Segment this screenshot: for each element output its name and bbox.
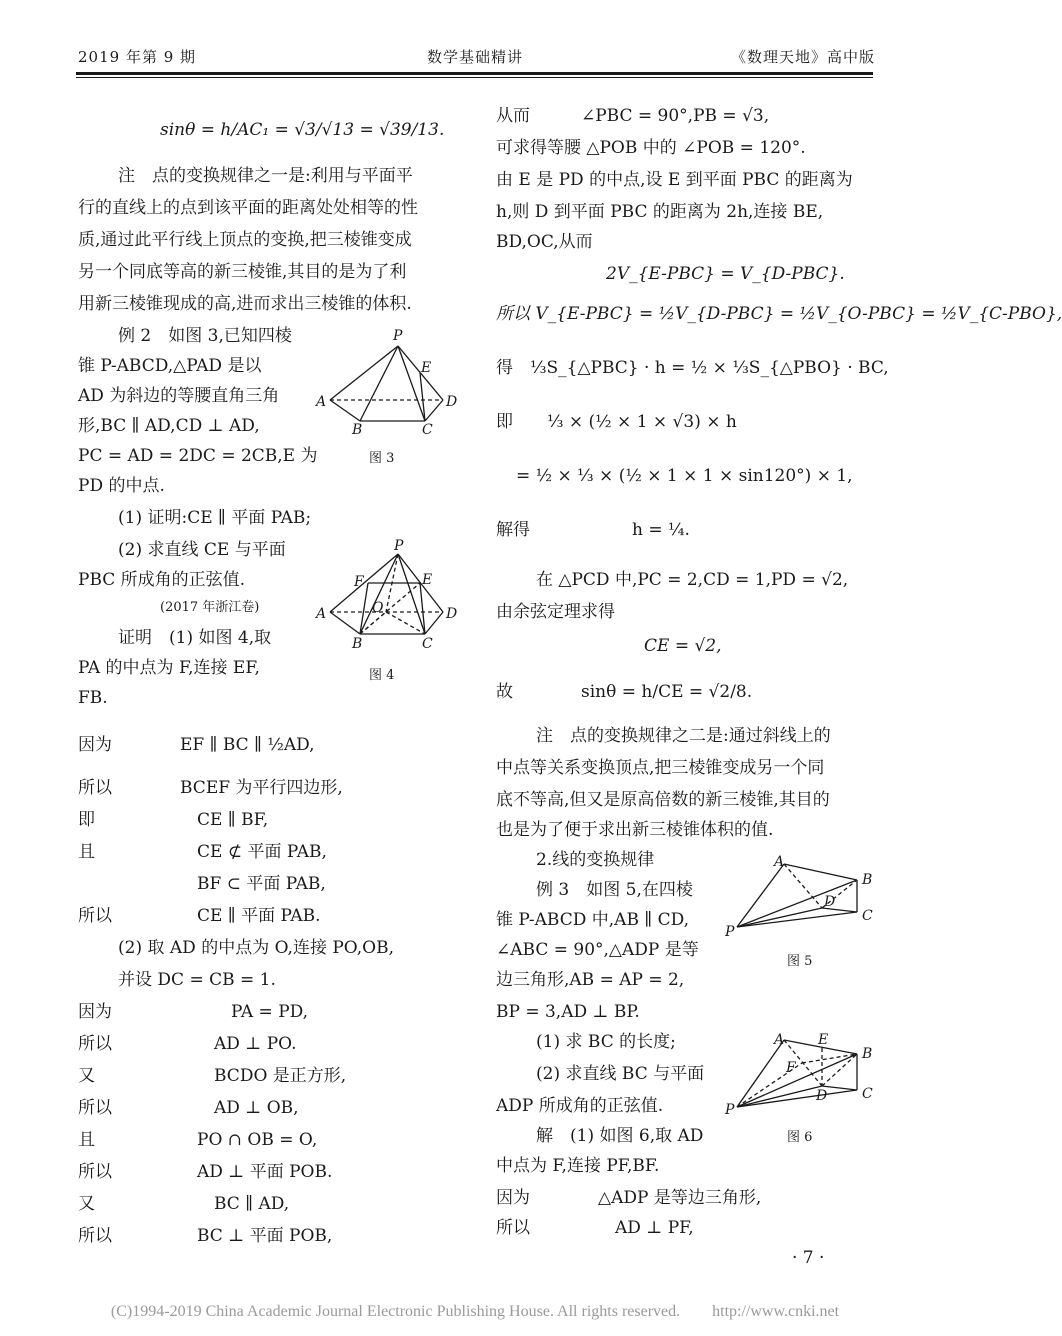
fig3-label: D xyxy=(446,394,458,410)
fig3-label: E xyxy=(421,360,432,376)
proof-step: 且 PO ∩ OB = O, xyxy=(78,1130,318,1150)
example-2-line: PD 的中点. xyxy=(78,476,165,496)
solution-line: h,则 D 到平面 PBC 的距离为 2h,连接 BE, xyxy=(496,202,824,222)
note-1-line: 另一个同底等高的新三棱锥,其目的是为了利 xyxy=(78,262,407,282)
fig6-label: A xyxy=(774,1032,785,1048)
figure-3 xyxy=(310,328,460,438)
figure-4 xyxy=(310,540,460,655)
proof-line: FB. xyxy=(78,688,108,708)
proof-step: 所以 BCEF 为平行四边形, xyxy=(78,778,343,798)
proof-step: BF ⊂ 平面 PAB, xyxy=(78,874,326,894)
proof-step: 又 BCDO 是正方形, xyxy=(78,1066,347,1086)
question-2: (2) 求直线 CE 与平面 xyxy=(118,540,286,560)
example-2-line: PC = AD = 2DC = 2CB,E 为 xyxy=(78,446,318,466)
fig3-label: P xyxy=(393,328,403,344)
fig3-label: A xyxy=(316,394,327,410)
proof-step: 即 CE ∥ BF, xyxy=(78,810,269,830)
fig4-label: C xyxy=(422,636,433,652)
question-2-cont: PBC 所成角的正弦值. xyxy=(78,570,246,590)
fig3-label: C xyxy=(422,422,433,438)
fig5-label: A xyxy=(774,854,785,870)
figure-4-caption: 图 4 xyxy=(369,668,395,683)
figure-5 xyxy=(722,852,887,942)
header-rule-thin xyxy=(76,77,873,78)
example-3-line: ∠ABC = 90°,△ADP 是等 xyxy=(496,940,699,960)
fig4-label: D xyxy=(446,606,458,622)
sin-theta-result: 故 sinθ = h/CE = √2/8. xyxy=(496,682,753,702)
figure-5-caption: 图 5 xyxy=(787,954,813,969)
proof-step: 且 CE ⊄ 平面 PAB, xyxy=(78,842,327,862)
proof-step: 所以 CE ∥ 平面 PAB. xyxy=(78,906,321,926)
proof-step: 又 BC ∥ AD, xyxy=(78,1194,290,1214)
fig5-label: D xyxy=(824,894,836,910)
example-3-line: BP = 3,AD ⊥ BP. xyxy=(496,1002,640,1022)
proof-line: 证明 (1) 如图 4,取 xyxy=(118,628,272,648)
solution-line: 在 △PCD 中,PC = 2,CD = 1,PD = √2, xyxy=(536,570,849,590)
fig6-label: E xyxy=(818,1032,829,1048)
proof-step: 因为 EF ∥ BC ∥ ½AD, xyxy=(78,735,315,755)
fig5-label: P xyxy=(725,924,735,940)
question-2-cont: ADP 所成角的正弦值. xyxy=(496,1096,664,1116)
section-heading: 2.线的变换规律 xyxy=(536,850,655,870)
note-1-line: 注 点的变换规律之一是:利用与平面平 xyxy=(118,166,413,186)
fig4-label: A xyxy=(316,606,327,622)
solution-line: 由余弦定理求得 xyxy=(496,602,615,622)
proof-step: 因为 PA = PD, xyxy=(78,1002,309,1022)
example-2-line: AD 为斜边的等腰直角三角 xyxy=(78,386,280,406)
note-1-line: 用新三棱锥现成的高,进而求出三棱锥的体积. xyxy=(78,294,412,314)
proof-step: 所以 AD ⊥ PO. xyxy=(78,1034,297,1054)
fig6-label: F xyxy=(786,1060,796,1076)
fig6-label: C xyxy=(862,1086,873,1102)
formula-sin-theta: sinθ = h/AC₁ = √3/√13 = √39/13. xyxy=(160,120,445,140)
fig4-label: F xyxy=(354,574,364,590)
proof-step: 并设 DC = CB = 1. xyxy=(118,970,276,990)
header-issue: 2019 年第 9 期 xyxy=(78,48,197,66)
proof-step: 所以 AD ⊥ OB, xyxy=(78,1098,299,1118)
question-2: (2) 求直线 BC 与平面 xyxy=(536,1064,705,1084)
fig4-label: O xyxy=(372,600,384,616)
fig5-label: B xyxy=(862,872,873,888)
note-2-line: 中点等关系变换顶点,把三棱锥变成另一个同 xyxy=(496,758,825,778)
fig6-label: P xyxy=(725,1102,735,1118)
figure-6 xyxy=(722,1030,887,1120)
solution-line: 中点为 F,连接 PF,BF. xyxy=(496,1156,660,1176)
figure-3-caption: 图 3 xyxy=(369,451,395,466)
copyright-footer: (C)1994-2019 China Academic Journal Electronic Publishing House. All rights reserved. http://www.cnki.net xyxy=(110,1303,840,1320)
note-2-line: 也是为了便于求出新三棱锥体积的值. xyxy=(496,820,774,840)
example-2-line: 锥 P-ABCD,△PAD 是以 xyxy=(78,356,262,376)
volume-equation: = ½ × ⅓ × (½ × 1 × 1 × sin120°) × 1, xyxy=(516,466,853,486)
fig6-label: B xyxy=(862,1046,873,1062)
note-2-line: 底不等高,但又是原高倍数的新三棱锥,其目的 xyxy=(496,790,830,810)
note-1-line: 行的直线上的点到该平面的距离处处相等的性 xyxy=(78,198,418,218)
proof-step: 所以 AD ⊥ 平面 POB. xyxy=(78,1162,333,1182)
solution-line: 因为 △ADP 是等边三角形, xyxy=(496,1188,762,1208)
solution-line: 从而 ∠PBC = 90°,PB = √3, xyxy=(496,106,770,126)
proof-step: (2) 取 AD 的中点为 O,连接 PO,OB, xyxy=(118,938,394,958)
proof-step: 所以 BC ⊥ 平面 POB, xyxy=(78,1226,333,1246)
note-1-line: 质,通过此平行线上顶点的变换,把三棱锥变成 xyxy=(78,230,412,250)
fig5-label: C xyxy=(862,908,873,924)
fig4-label: E xyxy=(422,572,433,588)
volume-chain: 所以 V_{E-PBC} = ½V_{D-PBC} = ½V_{O-PBC} = ½V_{C-PBO}, xyxy=(496,304,1062,324)
solution-result: 解得 h = ¼. xyxy=(496,520,690,540)
fig4-label: B xyxy=(352,636,363,652)
example-3-line: 锥 P-ABCD 中,AB ∥ CD, xyxy=(496,910,690,930)
volume-equation: 2V_{E-PBC} = V_{D-PBC}. xyxy=(606,264,845,284)
volume-equation: 即 ⅓ × (½ × 1 × √3) × h xyxy=(496,412,737,432)
fig4-label: P xyxy=(394,538,404,554)
example-3-line: 边三角形,AB = AP = 2, xyxy=(496,970,685,990)
example-2-line: 例 2 如图 3,已知四棱 xyxy=(118,326,292,346)
figure-6-caption: 图 6 xyxy=(787,1130,813,1145)
solution-line: 所以 AD ⊥ PF, xyxy=(496,1218,694,1238)
question-1: (1) 证明:CE ∥ 平面 PAB; xyxy=(118,508,312,528)
solution-line: 可求得等腰 △POB 中的 ∠POB = 120°. xyxy=(496,138,806,158)
example-2-line: 形,BC ∥ AD,CD ⊥ AD, xyxy=(78,416,260,436)
question-1: (1) 求 BC 的长度; xyxy=(536,1032,676,1052)
solution-line: BD,OC,从而 xyxy=(496,232,593,252)
header-journal: 《数理天地》高中版 xyxy=(731,48,876,66)
ce-value: CE = √2, xyxy=(644,636,722,656)
fig6-label: D xyxy=(816,1088,828,1104)
solution-line: 解 (1) 如图 6,取 AD xyxy=(536,1126,704,1146)
header-rule-thick xyxy=(76,72,873,75)
fig3-label: B xyxy=(352,422,363,438)
header-section: 数学基础精讲 xyxy=(427,48,524,66)
solution-line: 由 E 是 PD 的中点,设 E 到平面 PBC 的距离为 xyxy=(496,170,853,190)
note-2-line: 注 点的变换规律之二是:通过斜线上的 xyxy=(536,726,831,746)
page-number: · 7 · xyxy=(792,1248,825,1268)
volume-equation: 得 ⅓S_{△PBC} · h = ½ × ⅓S_{△PBO} · BC, xyxy=(496,358,889,378)
example-3-line: 例 3 如图 5,在四棱 xyxy=(536,880,693,900)
source-note: (2017 年浙江卷) xyxy=(160,600,260,615)
proof-line: PA 的中点为 F,连接 EF, xyxy=(78,658,260,678)
